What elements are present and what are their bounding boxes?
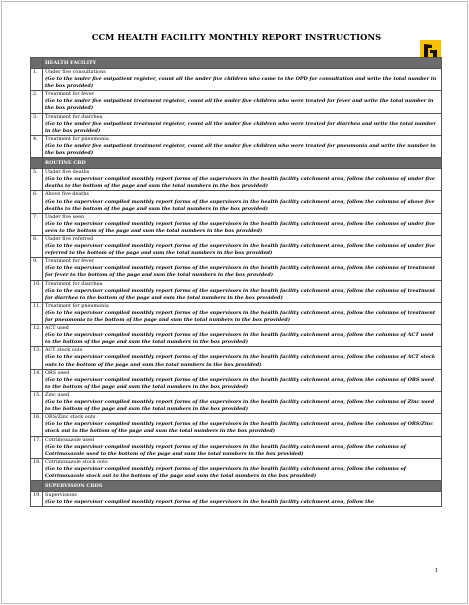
item-cell (43, 235, 442, 257)
item-instruction: (Go to the supervisor compiled monthly report forms of the supervisors in the health facility catchment area, follow the columns of ORS used to the bottom of the page and sum the total numbers in the box provided) (45, 376, 435, 390)
item-instruction: (Go to the supervisor compiled monthly report forms of the supervisors in the health facility catchment area, follow the columns of under five referred to the bottom of the page and sum the total numbers in the box provided) (45, 243, 436, 257)
item-cell (43, 391, 442, 413)
section-header: ROUTINE CBD (43, 158, 442, 169)
table-row (31, 113, 442, 135)
item-cell (43, 135, 442, 157)
item-cell (43, 191, 442, 213)
item-cell (43, 280, 442, 302)
table-row (31, 492, 442, 507)
item-instruction: (Go to the supervisor compiled monthly report forms of the supervisors in the health facility catchment area, follow the (45, 499, 374, 506)
item-name: Under five deaths (45, 169, 90, 176)
item-cell (43, 414, 442, 436)
item-number: 9. (31, 258, 43, 280)
item-instruction: (Go to the supervisor compiled monthly report forms of the supervisors in the health facility catchment area, follow the columns of treatment for diarrhea to the bottom of the page and sum the total numbers in the box provided) (45, 287, 436, 301)
item-cell (43, 91, 442, 113)
item-instruction: (Go to the supervisor compiled monthly report forms of the supervisors in the health facility catchment area, follow the columns of Cotrimoxazole stock out to the bottom of the page and sum the total numbers in the box provided) (45, 465, 406, 479)
table-row (31, 325, 442, 347)
item-cell (43, 169, 442, 191)
item-instruction: (Go to the supervisor compiled monthly report forms of the supervisors in the health facility catchment area, follow the columns of treatment for fever to the bottom of the page and sum the total numbers in the box provided) (45, 265, 436, 279)
page-number: 1 (435, 568, 439, 574)
item-name: Treatment for pneumonia (45, 302, 109, 309)
table-row (31, 135, 442, 157)
item-name: Cotrimoxazole used (45, 436, 95, 443)
item-name: ORS/Zinc stock outs (45, 414, 96, 421)
item-number: 13. (31, 347, 43, 369)
item-number: 16. (31, 414, 43, 436)
item-instruction: (Go to the supervisor compiled monthly report forms of the supervisors in the health facility catchment area, follow the columns of ACT used to the bottom of the page and sum the total numbers in the box provided) (45, 332, 434, 346)
item-instruction: (Go to the supervisor compiled monthly report forms of the supervisors in the health facility catchment area, follow the columns of treatment for pneumonia to the bottom of the page and sum the total numbers in the box provided) (45, 309, 436, 323)
item-name: Treatment for diarrhea (45, 113, 103, 120)
item-number: 7. (31, 213, 43, 235)
item-number: 5. (31, 169, 43, 191)
item-number: 8. (31, 235, 43, 257)
table-row (31, 414, 442, 436)
item-instruction: (Go to the under five outpatient register, count all the under five children who came to the OPD for consultation and write the total number in the box provided) (45, 76, 437, 90)
item-instruction: (Go to the supervisor compiled monthly report forms of the supervisors in the health facility catchment area, follow the columns of Cotrimoxazole used to the bottom of the page and sum the total numbers in the box provided) (45, 443, 406, 457)
item-name: Under five referred (45, 235, 94, 242)
item-number: 1. (31, 69, 43, 91)
item-number: 15. (31, 391, 43, 413)
item-name: Supervisions (45, 492, 77, 499)
table-row (31, 69, 442, 91)
table-row (31, 436, 442, 458)
item-name: ACT stock outs (45, 347, 83, 354)
section-header-blank (31, 158, 43, 169)
section-header-blank (31, 481, 43, 492)
section-header: HEALTH FACILITY (43, 58, 442, 69)
item-cell (43, 325, 442, 347)
item-number: 18. (31, 458, 43, 480)
item-instruction: (Go to the supervisor compiled monthly report forms of the supervisors in the health facility catchment area, follow the columns of under five deaths to the bottom of the page and sum the total numbers in the box provided) (45, 176, 436, 190)
item-cell (43, 492, 442, 507)
item-name: ORS used (45, 369, 70, 376)
item-cell (43, 213, 442, 235)
item-number: 3. (31, 113, 43, 135)
table-row (31, 258, 442, 280)
item-number: 4. (31, 135, 43, 157)
section-header-row (31, 58, 442, 69)
item-instruction: (Go to the under five outpatient treatment register, count all the under five children who were treated for pneumonia and write the number in the box provided) (45, 142, 436, 157)
table-row (31, 391, 442, 413)
item-instruction: (Go to the under five outpatient treatment register, count all the under five children who were treated for diarrhea and write the total number in the box provided) (45, 120, 436, 134)
item-cell (43, 258, 442, 280)
table-row (31, 235, 442, 257)
item-cell (43, 302, 442, 324)
instructions-table (30, 57, 442, 507)
item-instruction: (Go to the supervisor compiled monthly report forms of the supervisors in the health facility catchment area, follow the columns of Zinc used to the bottom of the page and sum the total numbers in the box provided) (45, 399, 435, 413)
table-row (31, 91, 442, 113)
table-row (31, 191, 442, 213)
item-cell (43, 458, 442, 480)
item-name: Treatment for fever (45, 91, 94, 98)
item-instruction: (Go to the supervisor compiled monthly report forms of the supervisors in the health facility catchment area, follow the columns of ACT stock outs to the bottom of the page and sum the total numbers in the box provided) (45, 354, 436, 368)
table-row (31, 458, 442, 480)
item-cell (43, 113, 442, 135)
table-row (31, 302, 442, 324)
item-name: Under five seen (45, 213, 85, 220)
item-name: Treatment for diarrhea (45, 280, 103, 287)
section-header-row (31, 481, 442, 492)
table-row (31, 213, 442, 235)
item-cell (43, 347, 442, 369)
table-row (31, 280, 442, 302)
item-name: Cotrimoxazole stock outs (45, 458, 108, 465)
item-number: 14. (31, 369, 43, 391)
item-number: 2. (31, 91, 43, 113)
item-cell (43, 69, 442, 91)
item-name: ACT used (45, 325, 69, 332)
section-header: SUPERVISION CBDS (43, 481, 442, 492)
section-header-blank (31, 58, 43, 69)
item-number: 12. (31, 325, 43, 347)
table-row (31, 347, 442, 369)
item-number: 19. (31, 492, 43, 507)
table-row (31, 369, 442, 391)
item-instruction: (Go to the supervisor compiled monthly report forms of the supervisors in the health facility catchment area, follow the columns of above five deaths to the bottom of the page and sum the total numbers in the box provided) (45, 198, 435, 212)
section-header-row (31, 158, 442, 169)
table-row (31, 169, 442, 191)
item-name: Zinc used (45, 391, 70, 398)
item-name: Above five deaths (45, 191, 89, 198)
document-title: CCM HEALTH FACILITY MONTHLY REPORT INSTRUCTIONS (91, 32, 382, 42)
item-name: Treatment for fever (45, 258, 94, 265)
item-number: 6. (31, 191, 43, 213)
item-cell (43, 369, 442, 391)
document-page (1, 1, 468, 604)
item-instruction: (Go to the under five outpatient treatment register, count all the under five children who were treated for fever and write the total number in the box provided) (45, 98, 434, 112)
item-instruction: (Go to the supervisor compiled monthly report forms of the supervisors in the health facility catchment area, follow the columns of under five seen to the bottom of the page and sum the total numbers in the box provided) (45, 220, 436, 234)
item-number: 10. (31, 280, 43, 302)
item-name: Treatment for pneumonia (45, 135, 109, 142)
item-number: 17. (31, 436, 43, 458)
item-instruction: (Go to the supervisor compiled monthly report forms of the supervisors in the health facility catchment area, follow the columns of ORS/Zinc stock out to the bottom of the page and sum the total numbers in the box provided) (45, 421, 434, 435)
item-name: Under five consultations (45, 69, 106, 75)
item-cell (43, 436, 442, 458)
item-number: 11. (31, 302, 43, 324)
